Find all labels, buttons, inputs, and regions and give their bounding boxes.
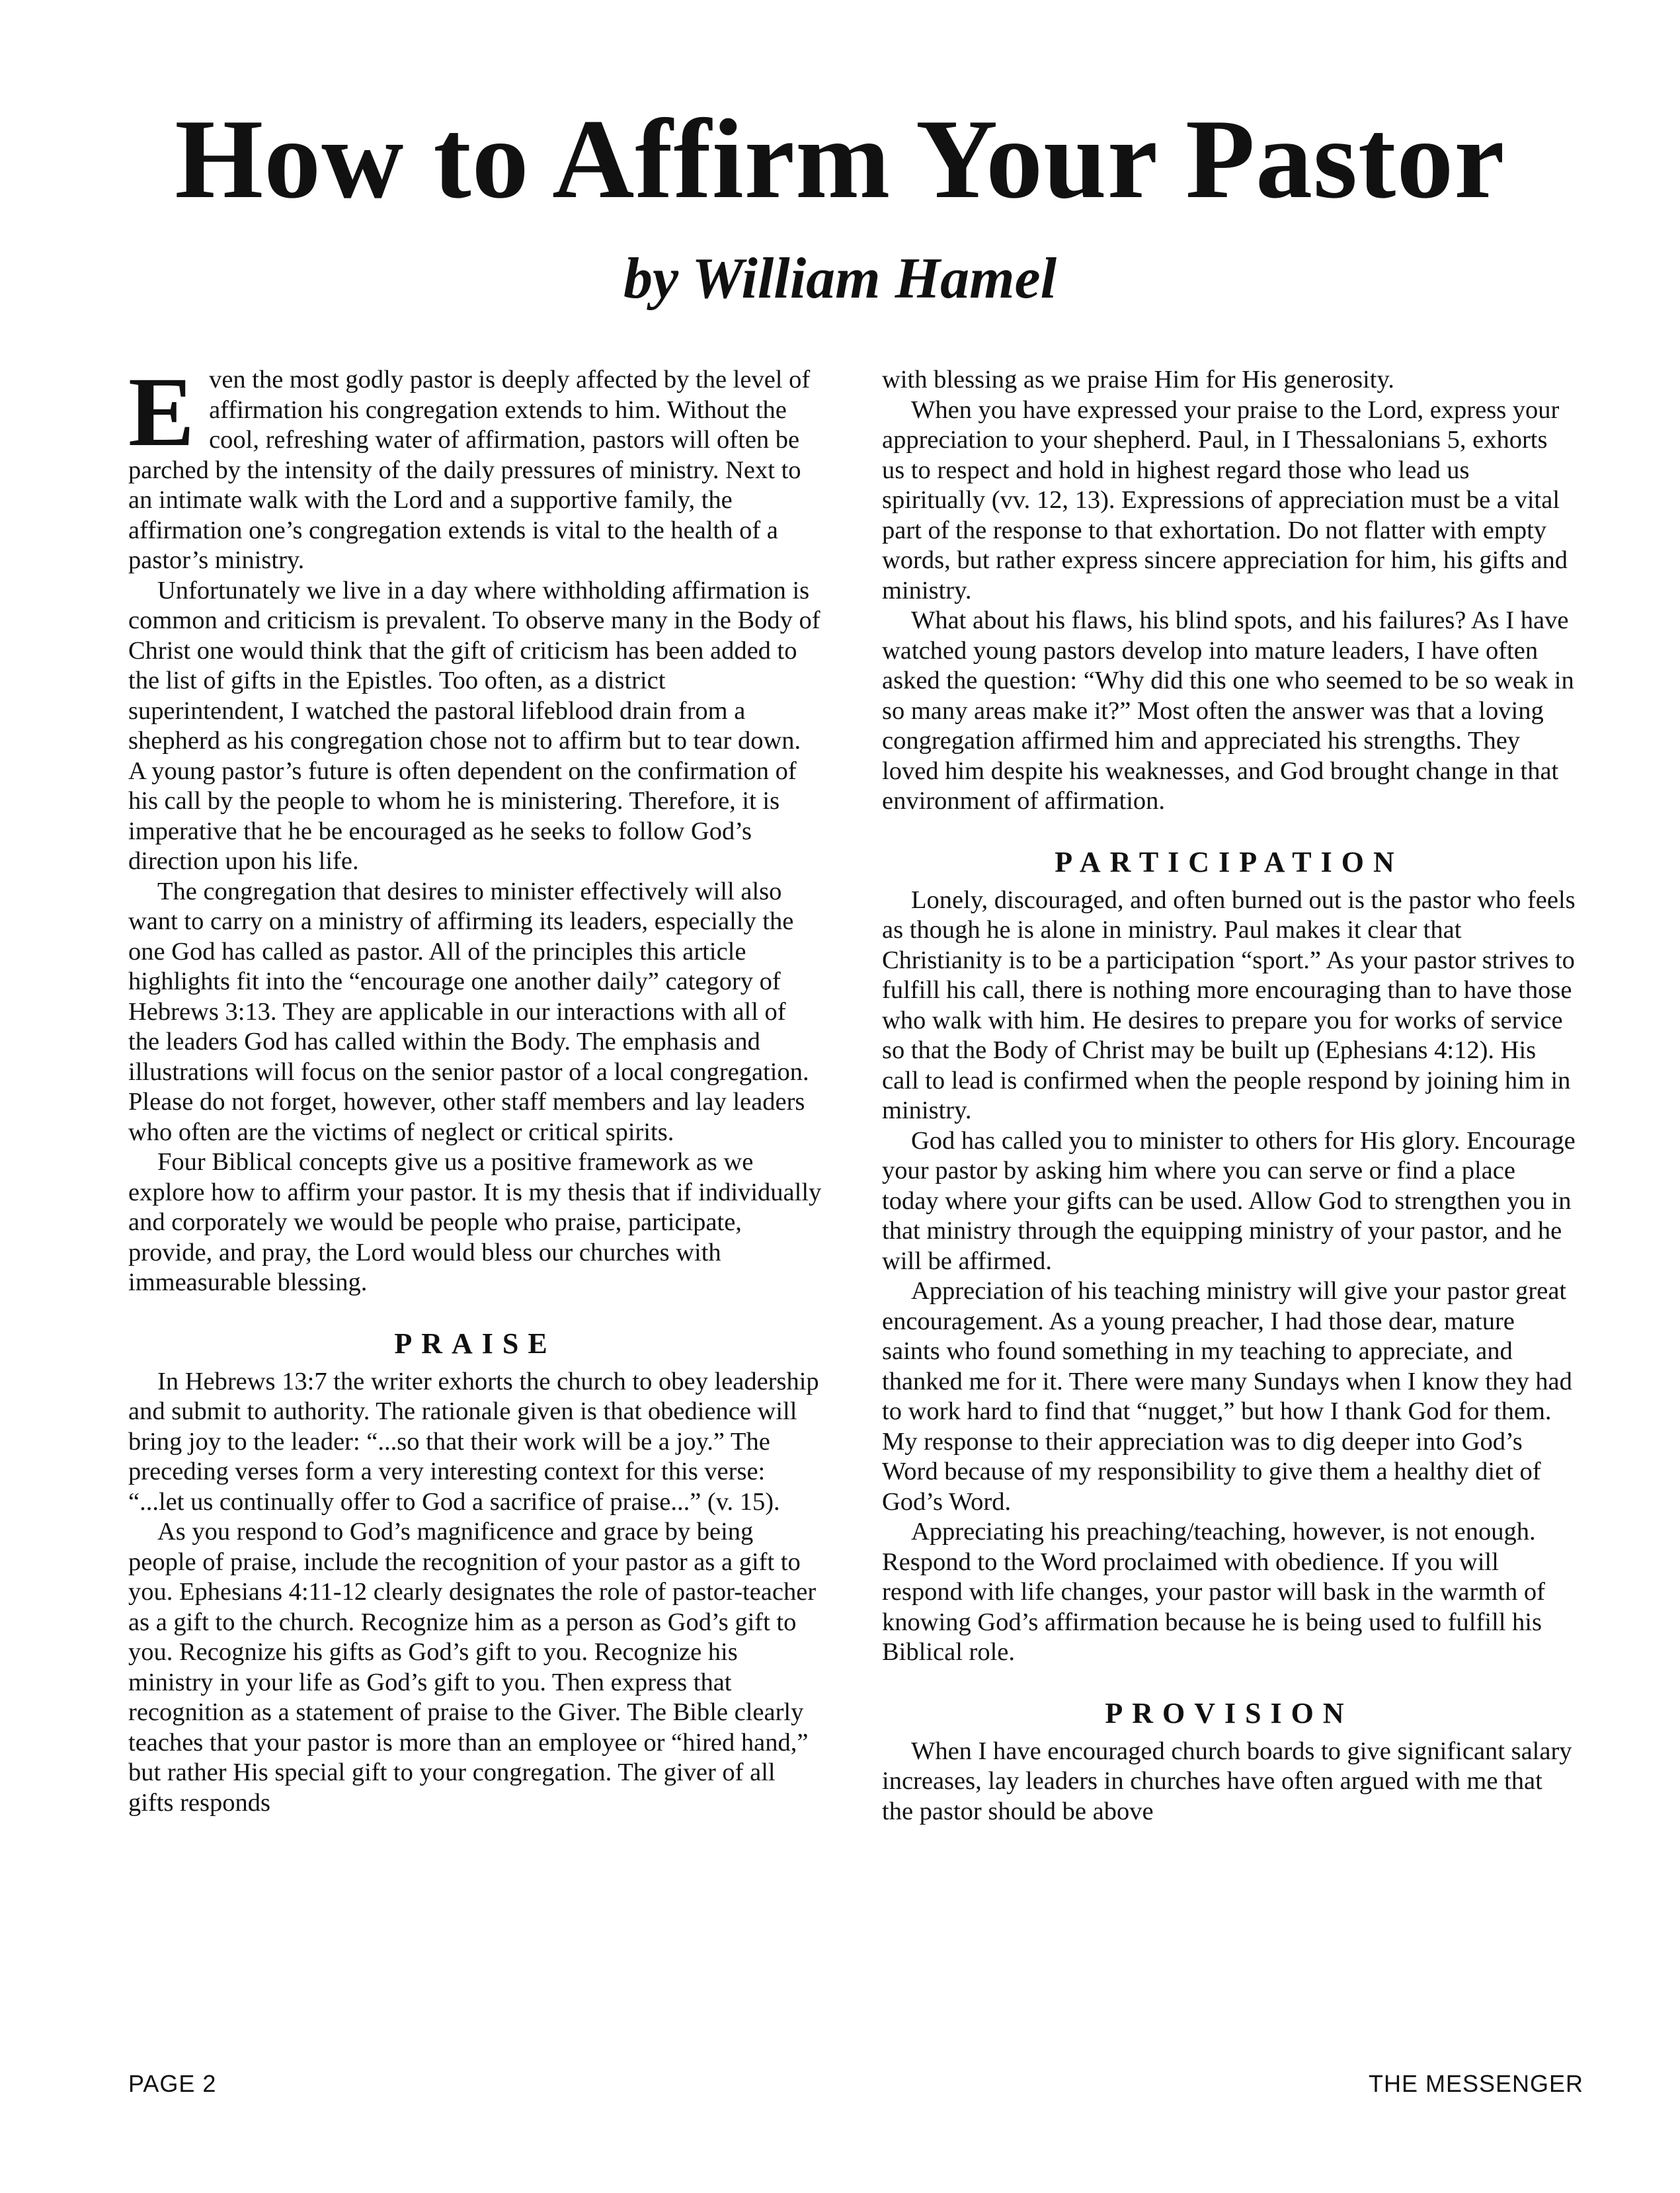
paragraph: In Hebrews 13:7 the writer exhorts the church to obey leadership and submit to authority. The rationale given is that obedience will bring joy to the leader: “...so that their work will be a joy.” The preceding verses form a very interesting context for this verse: “...let us continually offer to God a sacrifice of praise...” (v. 15). [128,1367,819,1516]
paragraph: What about his flaws, his blind spots, and his failures? As I have watched young pastors develop into mature leaders, I have often asked the question: “Why did this one who seemed to be so weak in so many areas make it?” Most often the answer was that a loving congregation affirmed him and appreciated his strengths. They loved him despite his weaknesses, and God brought change in that environment of affirmation. [882,606,1574,815]
paragraph: Lonely, discouraged, and often burned out is the pastor who feels as though he is alone in ministry. Paul makes it clear that Christianity is to be a participation “sport.” As your pastor strives to fulfill his call, there is nothing more encouraging than to have those who walk with him. He desires to prepare you for works of service so that the Body of Christ may be built up (Ephesians 4:12). His call to lead is confirmed when the people respond by joining him in ministry. [882,886,1576,1124]
page-number: PAGE 2 [128,2070,217,2097]
paragraph: with blessing as we praise Him for His generosity. [882,366,1394,393]
paragraph: When you have expressed your praise to the Lord, express your appreciation to your shepherd. Paul, in I Thessalonians 5, exhorts us to respect and hold in highest regard those who lead us spiritually (vv. 12, 13). Expressions of appreciation must be a vital part of the response to that exhortation. Do not flatter with empty words, but rather express sincere appreciation for him, his gifts and ministry. [882,395,1568,604]
article-title: How to Affirm Your Pastor [175,97,1505,222]
paragraph-text: ven the most godly pastor is deeply affected by the level of affirmation his congregation extends to him. Without the cool, refreshing water of affirmation, pastors will often be parched by the intensity of the daily pressures of ministry. Next to an intimate walk with the Lord and a supportive family, the affirmation one’s congregation extends is vital to the health of a pastor’s ministry. [128,366,811,574]
drop-cap: E [128,357,195,467]
paragraph: God has called you to minister to others for His glory. Encourage your pastor by asking him where you can serve or find a place today where your gifts can be used. Allow God to strengthen you in that ministry through the equipping ministry of your pastor, and he will be affirmed. [882,1126,1576,1275]
paragraph: Unfortunately we live in a day where withholding affirmation is common and criticism is prevalent. To observe many in the Body of Christ one would think that the gift of criticism has been added to the list of gifts in the Epistles. Too often, as a district superintendent, I watched the pastoral lifeblood drain from a shepherd as his congregation chose not to affirm but to tear down. A young pastor’s future is often dependent on the confirmation of his call by the people to whom he is ministering. Therefore, it is imperative that he be encouraged as he seeks to follow God’s direction upon his life. [128,576,820,875]
section-heading-participation: PARTICIPATION [1055,845,1404,878]
paragraph: Appreciating his preaching/teaching, however, is not enough. Respond to the Word proclaimed with obedience. If you will respond with life changes, your pastor will bask in the warmth of knowing God’s affirmation because he is being used to fulfill his Biblical role. [882,1518,1545,1666]
paragraph: When I have encouraged church boards to give significant salary increases, lay leaders in churches have often argued with me that the pastor should be above [882,1737,1572,1825]
publication-name: THE MESSENGER [1368,2070,1583,2097]
paragraph: The congregation that desires to minister effectively will also want to carry on a ministry of affirming its leaders, especially the one God has called as pastor. All of the principles this article highlights fit into the “encourage one another daily” category of Hebrews 3:13. They are applicable in our interactions with all of the leaders God has called within the Body. The emphasis and illustrations will focus on the senior pastor of a local congregation. Please do not forget, however, other staff members and lay leaders who often are the victims of neglect or critical spirits. [128,877,809,1146]
right-column [882,365,1576,1827]
section-heading-praise: PRAISE [394,1327,557,1360]
paragraph: Four Biblical concepts give us a positive framework as we explore how to affirm your pastor. It is my thesis that if individually and corporately we would be people who praise, participate, provide, and pray, the Lord would bless our churches with immeasurable blessing. [128,1148,822,1296]
left-column [128,357,822,1818]
article-byline: by William Hamel [623,247,1057,311]
paragraph: As you respond to God’s magnificence and grace by being people of praise, include the recognition of your pastor as a gift to you. Ephesians 4:11-12 clearly designates the role of pastor-teacher as a gift to the church. Recognize him as a person as God’s gift to you. Recognize his gifts as God’s gift to you. Recognize his ministry in your life as God’s gift to you. Then express that recognition as a statement of praise to the Giver. The Bible clearly teaches that your pastor is more than an employee or “hired hand,” but rather His special gift to your congregation. The giver of all gifts responds [128,1518,817,1817]
paragraph: Appreciation of his teaching ministry will give your pastor great encouragement. As a young preacher, I had those dear, mature saints who found something in my teaching to appreciate, and thanked me for it. There were many Sundays when I know they had to work hard to find that “nugget,” but how I thank God for them. My response to their appreciation was to dig deeper into God’s Word because of my responsibility to give them a healthy diet of God’s Word. [882,1277,1572,1516]
paragraph [128,357,822,576]
section-heading-provision: PROVISION [1105,1696,1353,1729]
